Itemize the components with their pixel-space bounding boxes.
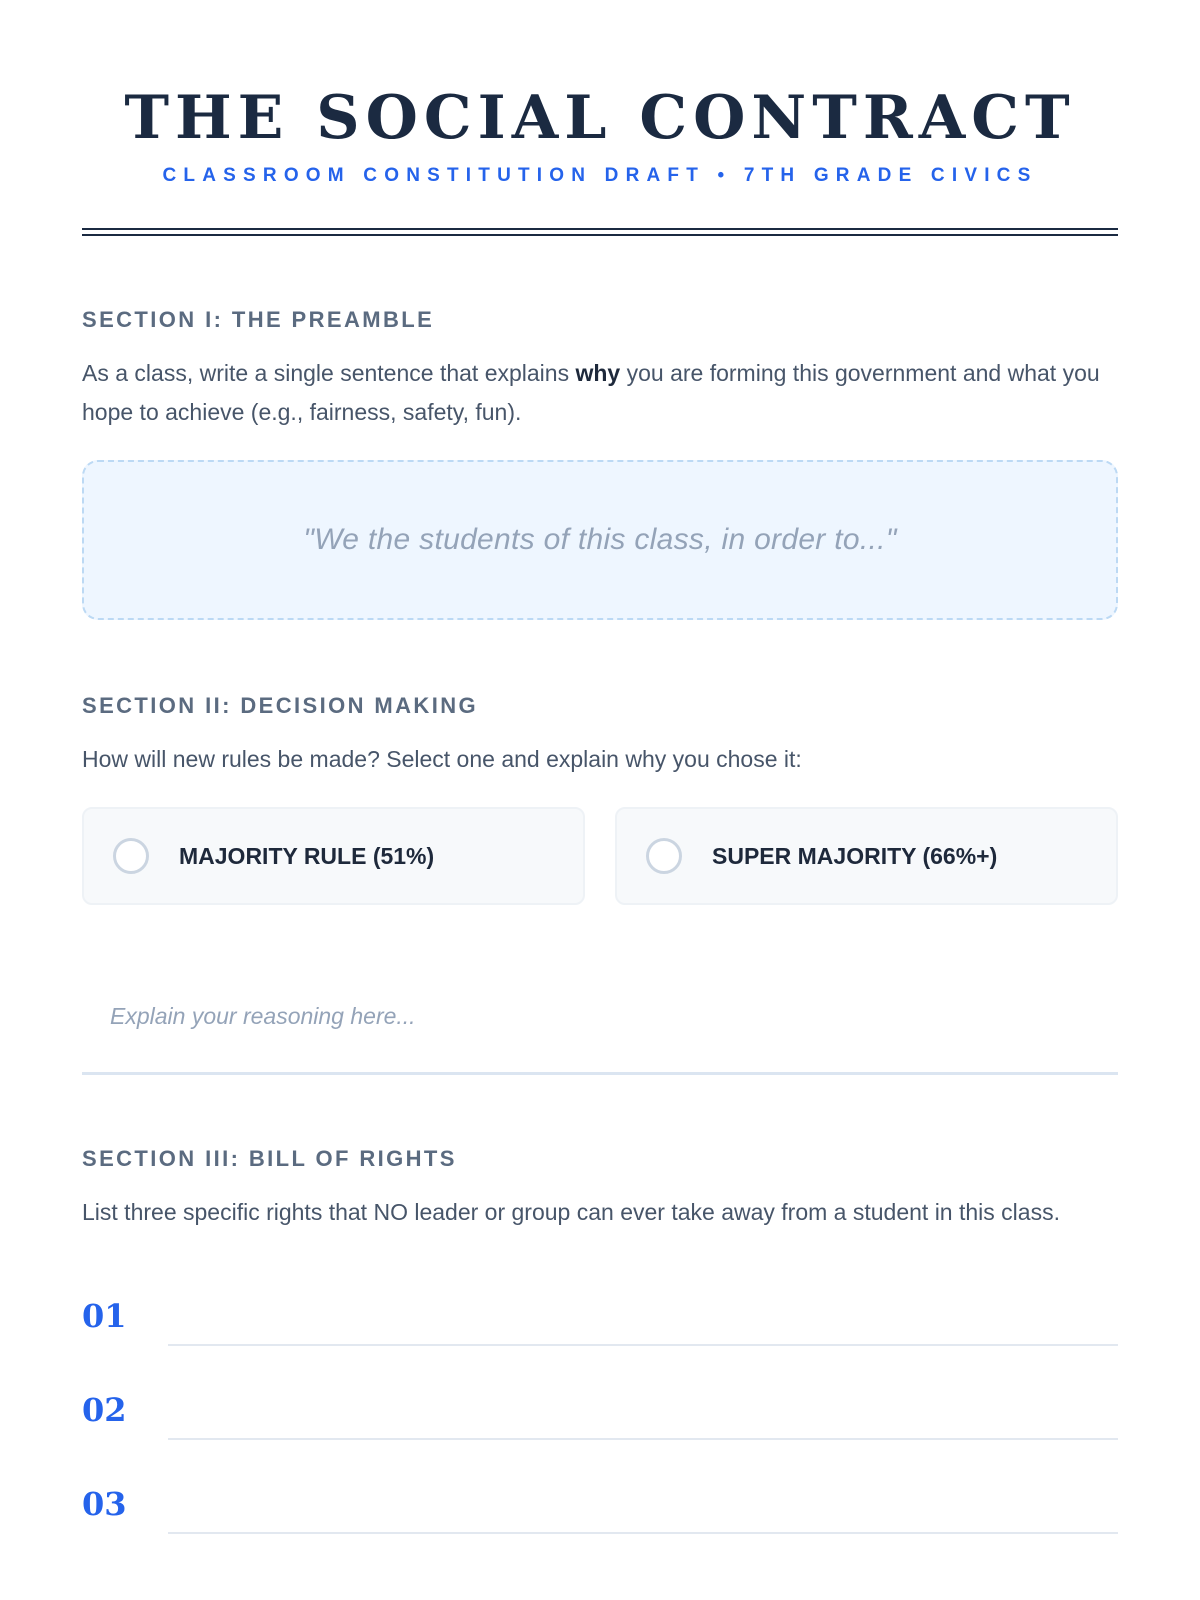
reasoning-field-wrapper (82, 945, 1118, 1075)
section-bill-of-rights (82, 1145, 1118, 1534)
rights-instructions: List three specific rights that NO leader or group can ever take away from a student in this class. (82, 1199, 1060, 1225)
option-label-majority-rule: MAJORITY RULE (51%) (179, 842, 435, 869)
right-input-01[interactable] (168, 1304, 1118, 1346)
header (82, 0, 1118, 188)
preamble-input-box[interactable] (82, 460, 1118, 620)
right-input-02[interactable] (168, 1398, 1118, 1440)
right-row-01 (82, 1274, 1118, 1346)
radio-button-super-majority[interactable] (646, 838, 682, 874)
page-title: THE SOCIAL CONTRACT (124, 83, 1076, 153)
section-heading-decision-making: SECTION II: DECISION MAKING (82, 693, 479, 718)
rights-list (82, 1274, 1118, 1534)
preamble-instructions (82, 354, 1118, 432)
preamble-instructions-part1: As a class, write a single sentence that explains (82, 360, 576, 386)
decision-instructions: How will new rules be made? Select one and explain why you chose it: (82, 746, 802, 772)
header-divider (82, 228, 1118, 236)
section-decision-making (82, 692, 1118, 1075)
right-number-01: 01 (82, 1297, 127, 1335)
right-number-03: 03 (82, 1485, 127, 1523)
section-preamble (82, 306, 1118, 620)
option-majority-rule[interactable] (82, 807, 585, 905)
right-row-02 (82, 1346, 1118, 1440)
decision-options (82, 807, 1118, 905)
right-row-03 (82, 1440, 1118, 1534)
preamble-instructions-part2: you are forming this government and what you hope to achieve (e.g., fairness, safety, fun). (82, 360, 1100, 425)
section-heading-preamble: SECTION I: THE PREAMBLE (82, 307, 435, 332)
preamble-instructions-bold: why (575, 360, 621, 386)
option-super-majority[interactable] (615, 807, 1118, 905)
right-number-02: 02 (82, 1391, 127, 1429)
section-heading-bill-of-rights: SECTION III: BILL OF RIGHTS (82, 1146, 457, 1171)
page-subtitle: CLASSROOM CONSTITUTION DRAFT • 7TH GRADE CIVICS (162, 165, 1038, 186)
preamble-placeholder: "We the students of this class, in order to..." (303, 523, 897, 556)
right-input-03[interactable] (168, 1492, 1118, 1534)
option-label-super-majority: SUPER MAJORITY (66%+) (712, 842, 998, 869)
radio-button-majority-rule[interactable] (113, 838, 149, 874)
reasoning-input[interactable] (110, 1003, 1118, 1030)
